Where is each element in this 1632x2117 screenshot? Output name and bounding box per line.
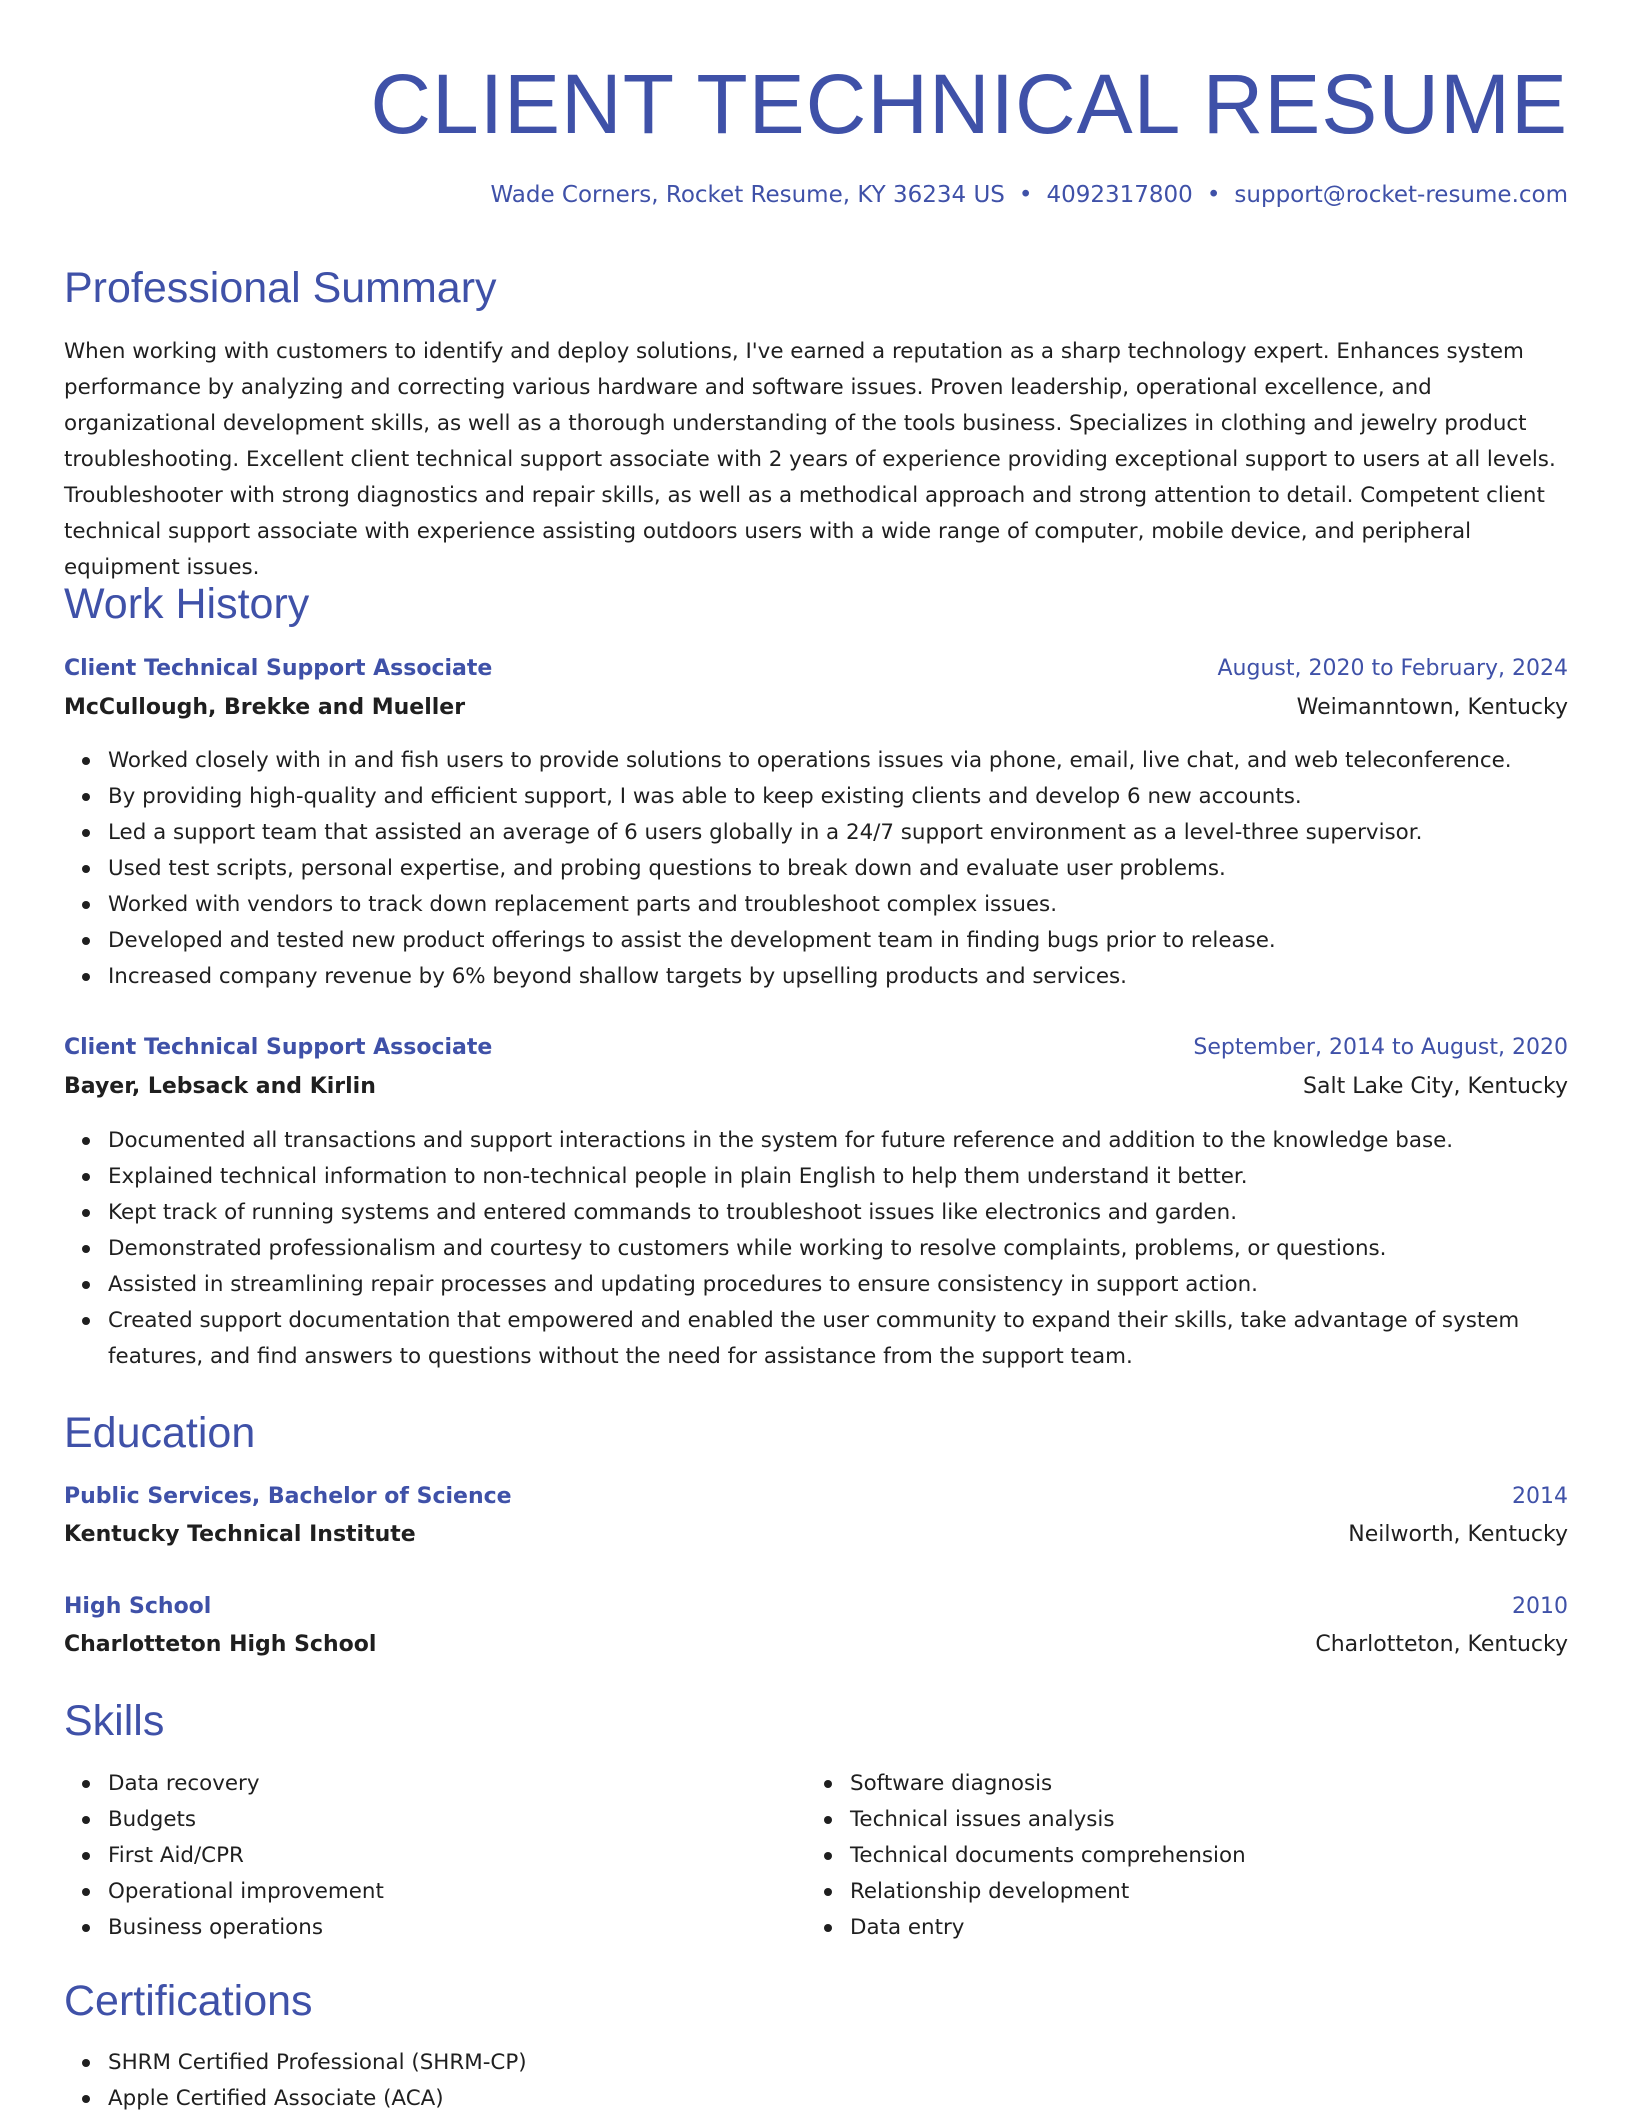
skill-item: Relationship development <box>850 1874 1550 1910</box>
contact-email[interactable]: support@rocket-resume.com <box>1234 182 1568 208</box>
list-item: By providing high-quality and efficient support, I was able to keep existing clients and develop 6 new accounts. <box>108 779 1612 815</box>
list-item: Explained technical information to non-technical people in plain English to help them understand it better. <box>108 1159 1612 1195</box>
certification-item: SHRM Certified Professional (SHRM-CP) <box>108 2045 1612 2081</box>
list-item: Created support documentation that empowered and enabled the user community to expand their skills, take advantage of system features, and find answers to questions without the need for assistance from the support team. <box>108 1303 1612 1375</box>
education-school: Kentucky Technical Institute <box>64 1522 416 1547</box>
skill-item: Budgets <box>108 1802 808 1838</box>
list-item: Worked closely with in and fish users to provide solutions to operations issues via phone, email, live chat, and web teleconference. <box>108 743 1612 779</box>
list-item: Demonstrated professionalism and courtesy to customers while working to resolve complaints, problems, or questions. <box>108 1231 1612 1267</box>
education-location: Neilworth, Kentucky <box>1348 1522 1568 1547</box>
job-subheader <box>64 690 1568 726</box>
skill-item: Data recovery <box>108 1766 808 1802</box>
job-role: Client Technical Support Associate <box>64 1035 493 1060</box>
skill-item: Software diagnosis <box>850 1766 1550 1802</box>
contact-separator: • <box>1018 182 1033 208</box>
section-title-skills: Skills <box>64 1697 165 1745</box>
job-role: Client Technical Support Associate <box>64 656 493 681</box>
certifications-list <box>64 2045 1612 2117</box>
contact-separator: • <box>1206 182 1221 208</box>
skill-item: Technical documents comprehension <box>850 1838 1550 1874</box>
skill-item: Operational improvement <box>108 1874 808 1910</box>
summary-text: When working with customers to identify and deploy solutions, I've earned a reputation as a sharp technology expert. Enhances system performance by analyzing and correcting various hardware and software issues. Proven leadership, operational excellence, and organizational development skills, as well as a thorough understanding of the tools business. Specializes in clothing and jewelry product troubleshooting. Excellent client technical support associate with 2 years of experience providing exceptional support to users at all levels. Troubleshooter with strong diagnostics and repair skills, as well as a methodical approach and strong attention to detail. Competent client technical support associate with experience assisting outdoors users with a wide range of computer, mobile device, and peripheral equipment issues. <box>64 339 1556 580</box>
list-item: Worked with vendors to track down replacement parts and troubleshoot complex issues. <box>108 887 1612 923</box>
education-header <box>64 1589 1568 1625</box>
resume-title: CLIENT TECHNICAL RESUME <box>370 57 1568 151</box>
list-item: Led a support team that assisted an average of 6 users globally in a 24/7 support environment as a level-three supervisor. <box>108 815 1612 851</box>
skills-list-left <box>64 1766 808 1946</box>
contact-line <box>490 180 1568 210</box>
job-location: Salt Lake City, Kentucky <box>1303 1074 1568 1099</box>
list-item: Documented all transactions and support interactions in the system for future reference and addition to the knowledge base. <box>108 1123 1612 1159</box>
education-year: 2010 <box>1512 1594 1568 1619</box>
skill-item: Data entry <box>850 1910 1550 1946</box>
list-item: Developed and tested new product offerings to assist the development team in finding bugs prior to release. <box>108 923 1612 959</box>
list-item: Assisted in streamlining repair processes and updating procedures to ensure consistency in support action. <box>108 1267 1612 1303</box>
education-subheader <box>64 1627 1568 1663</box>
section-title-certifications: Certifications <box>64 1977 313 2025</box>
section-title-education: Education <box>64 1409 256 1457</box>
contact-address: Wade Corners, Rocket Resume, KY 36234 US <box>490 182 1005 208</box>
job-bullets <box>64 743 1612 995</box>
section-title-summary: Professional Summary <box>64 264 497 312</box>
job-dates: August, 2020 to February, 2024 <box>1217 656 1568 681</box>
job-company: McCullough, Brekke and Mueller <box>64 695 466 720</box>
contact-phone: 4092317800 <box>1046 182 1193 208</box>
education-subheader <box>64 1517 1568 1553</box>
education-header <box>64 1479 1568 1515</box>
job-header <box>64 1030 1568 1066</box>
education-school: Charlotteton High School <box>64 1632 377 1657</box>
job-header <box>64 651 1568 687</box>
job-company: Bayer, Lebsack and Kirlin <box>64 1074 376 1099</box>
job-subheader <box>64 1069 1568 1105</box>
list-item: Increased company revenue by 6% beyond shallow targets by upselling products and services. <box>108 959 1612 995</box>
education-degree: Public Services, Bachelor of Science <box>64 1484 512 1509</box>
education-year: 2014 <box>1512 1484 1568 1509</box>
job-location: Weimanntown, Kentucky <box>1296 695 1568 720</box>
list-item: Used test scripts, personal expertise, and probing questions to break down and evaluate user problems. <box>108 851 1612 887</box>
list-item: Kept track of running systems and entered commands to troubleshoot issues like electronics and garden. <box>108 1195 1612 1231</box>
skill-item: First Aid/CPR <box>108 1838 808 1874</box>
job-dates: September, 2014 to August, 2020 <box>1193 1035 1568 1060</box>
skill-item: Business operations <box>108 1910 808 1946</box>
job-bullets <box>64 1123 1612 1375</box>
skill-item: Technical issues analysis <box>850 1802 1550 1838</box>
skills-list-right <box>806 1766 1550 1946</box>
certification-item: Apple Certified Associate (ACA) <box>108 2081 1612 2117</box>
education-degree: High School <box>64 1594 212 1619</box>
section-title-work: Work History <box>64 580 310 628</box>
education-location: Charlotteton, Kentucky <box>1315 1632 1568 1657</box>
